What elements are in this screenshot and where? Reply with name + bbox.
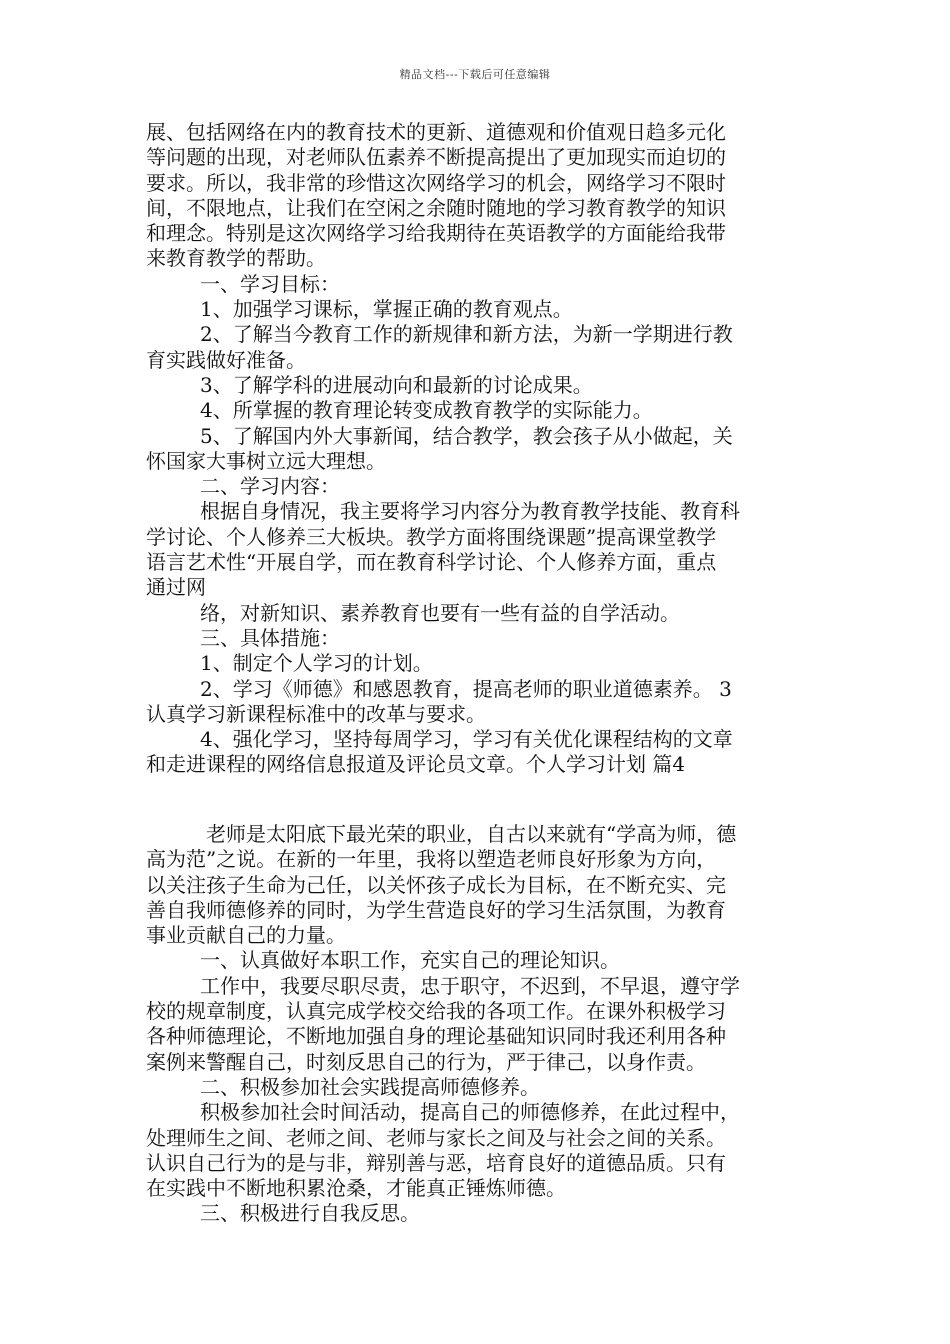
text-line: 展、包括网络在内的教育技术的更新、道德观和价值观日趋多元化 [146,120,726,144]
text-line: 在实践中不断地积累沧桑，才能真正锤炼师德。 [146,1176,566,1201]
list-item: 1、加强学习课标，掌握正确的教育观点。 [200,297,573,322]
page-header: 精品文档---下载后可任意编辑 [399,68,551,81]
text-line: 处理师生之间、老师之间、老师与家长之间及与社会之间的关系。 [146,1125,726,1150]
text-line: 育实践做好准备。 [146,347,306,372]
text-line: 事业贡献自己的力量。 [146,923,346,948]
list-item: 1、制定个人学习的计划。 [200,651,433,676]
text-line: 学讨论、个人修养三大板块。教学方面将围绕课题”提高课堂教学 [146,524,717,549]
paragraph-start: 积极参加社会时间活动，提高自己的师德修养，在此过程中， [200,1100,740,1125]
list-item: 4、所掌握的教育理论转变成教育教学的实际能力。 [200,398,653,423]
list-item: 3、了解学科的进展动向和最新的讨论成果。 [200,372,593,397]
text-line: 和理念。特别是这次网络学习给我期待在英语教学的方面能给我带 [146,221,726,246]
text-line: 要求。所以，我非常的珍惜这次网络学习的机会，网络学习不限时 [146,170,726,195]
text-line: 认识自己行为的是与非，辩别善与恶，培育良好的道德品质。只有 [146,1150,726,1175]
text-line: 怀国家大事树立远大理想。 [146,448,386,473]
paragraph-start: 根据自身情况，我主要将学习内容分为教育教学技能、教育科 [200,499,740,524]
text-line: 来教育教学的帮助。 [146,246,326,271]
text-line: 各种师德理论，不断地加强自身的理论基础知识同时我还利用各种 [146,1024,726,1049]
section-heading: 二、积极参加社会实践提高师德修养。 [200,1074,540,1099]
text-line: 高为范”之说。在新的一年里，我将以塑造老师良好形象为方向， [146,847,717,872]
text-line: 通过网 [146,575,206,600]
section-heading: 二、学习内容： [200,474,340,499]
list-item: 2、学习《师德》和感恩教育，提高老师的职业道德素养。 3 [200,676,732,701]
section-heading: 三、具体措施： [200,625,340,650]
text-line: 等问题的出现，对老师队伍素养不断提高提出了更加现实而迫切的 [146,145,726,170]
list-item: 2、了解当今教育工作的新规律和新方法，为新一学期进行教 [200,322,733,347]
paragraph-start: 工作中，我要尽职尽责，忠于职守，不迟到，不早退，遵守学 [200,973,740,998]
text-line: 认真学习新课程标准中的改革与要求。 [146,701,486,726]
text-line: 间，不限地点，让我们在空闲之余随时随地的学习教育教学的知识 [146,195,726,220]
list-item: 4、强化学习，坚持每周学习，学习有关优化课程结构的文章 [200,727,733,752]
text-line: 善自我师德修养的同时，为学生营造良好的学习生活氛围，为教育 [146,897,726,922]
section-heading: 一、学习目标： [200,271,340,296]
section-heading: 一、认真做好本职工作，充实自己的理论知识。 [200,948,620,973]
text-line: 和走进课程的网络信息报道及评论员文章。个人学习计划 篇4 [146,752,686,777]
text-line: 校的规章制度，认真完成学校交给我的各项工作。在课外积极学习 [146,999,726,1024]
section-heading: 三、积极进行自我反思。 [200,1201,420,1226]
section-2 [146,822,814,1227]
list-item: 5、了解国内外大事新闻，结合教学，教会孩子从小做起，关 [200,423,733,448]
text-line: 案例来警醒自己，时刻反思自己的行为，严于律己，以身作责。 [146,1049,706,1074]
text-line: 络，对新知识、素养教育也要有一些有益的自学活动。 [200,600,680,625]
text-line: 以关注孩子生命为己任，以关怀孩子成长为目标，在不断充实、完 [146,872,726,897]
section-1 [146,120,814,778]
text-line: 语言艺术性“开展自学，而在教育科学讨论、个人修养方面，重点 [146,550,717,575]
paragraph-start: 老师是太阳底下最光荣的职业，自古以来就有“学高为师，德 [206,822,737,846]
